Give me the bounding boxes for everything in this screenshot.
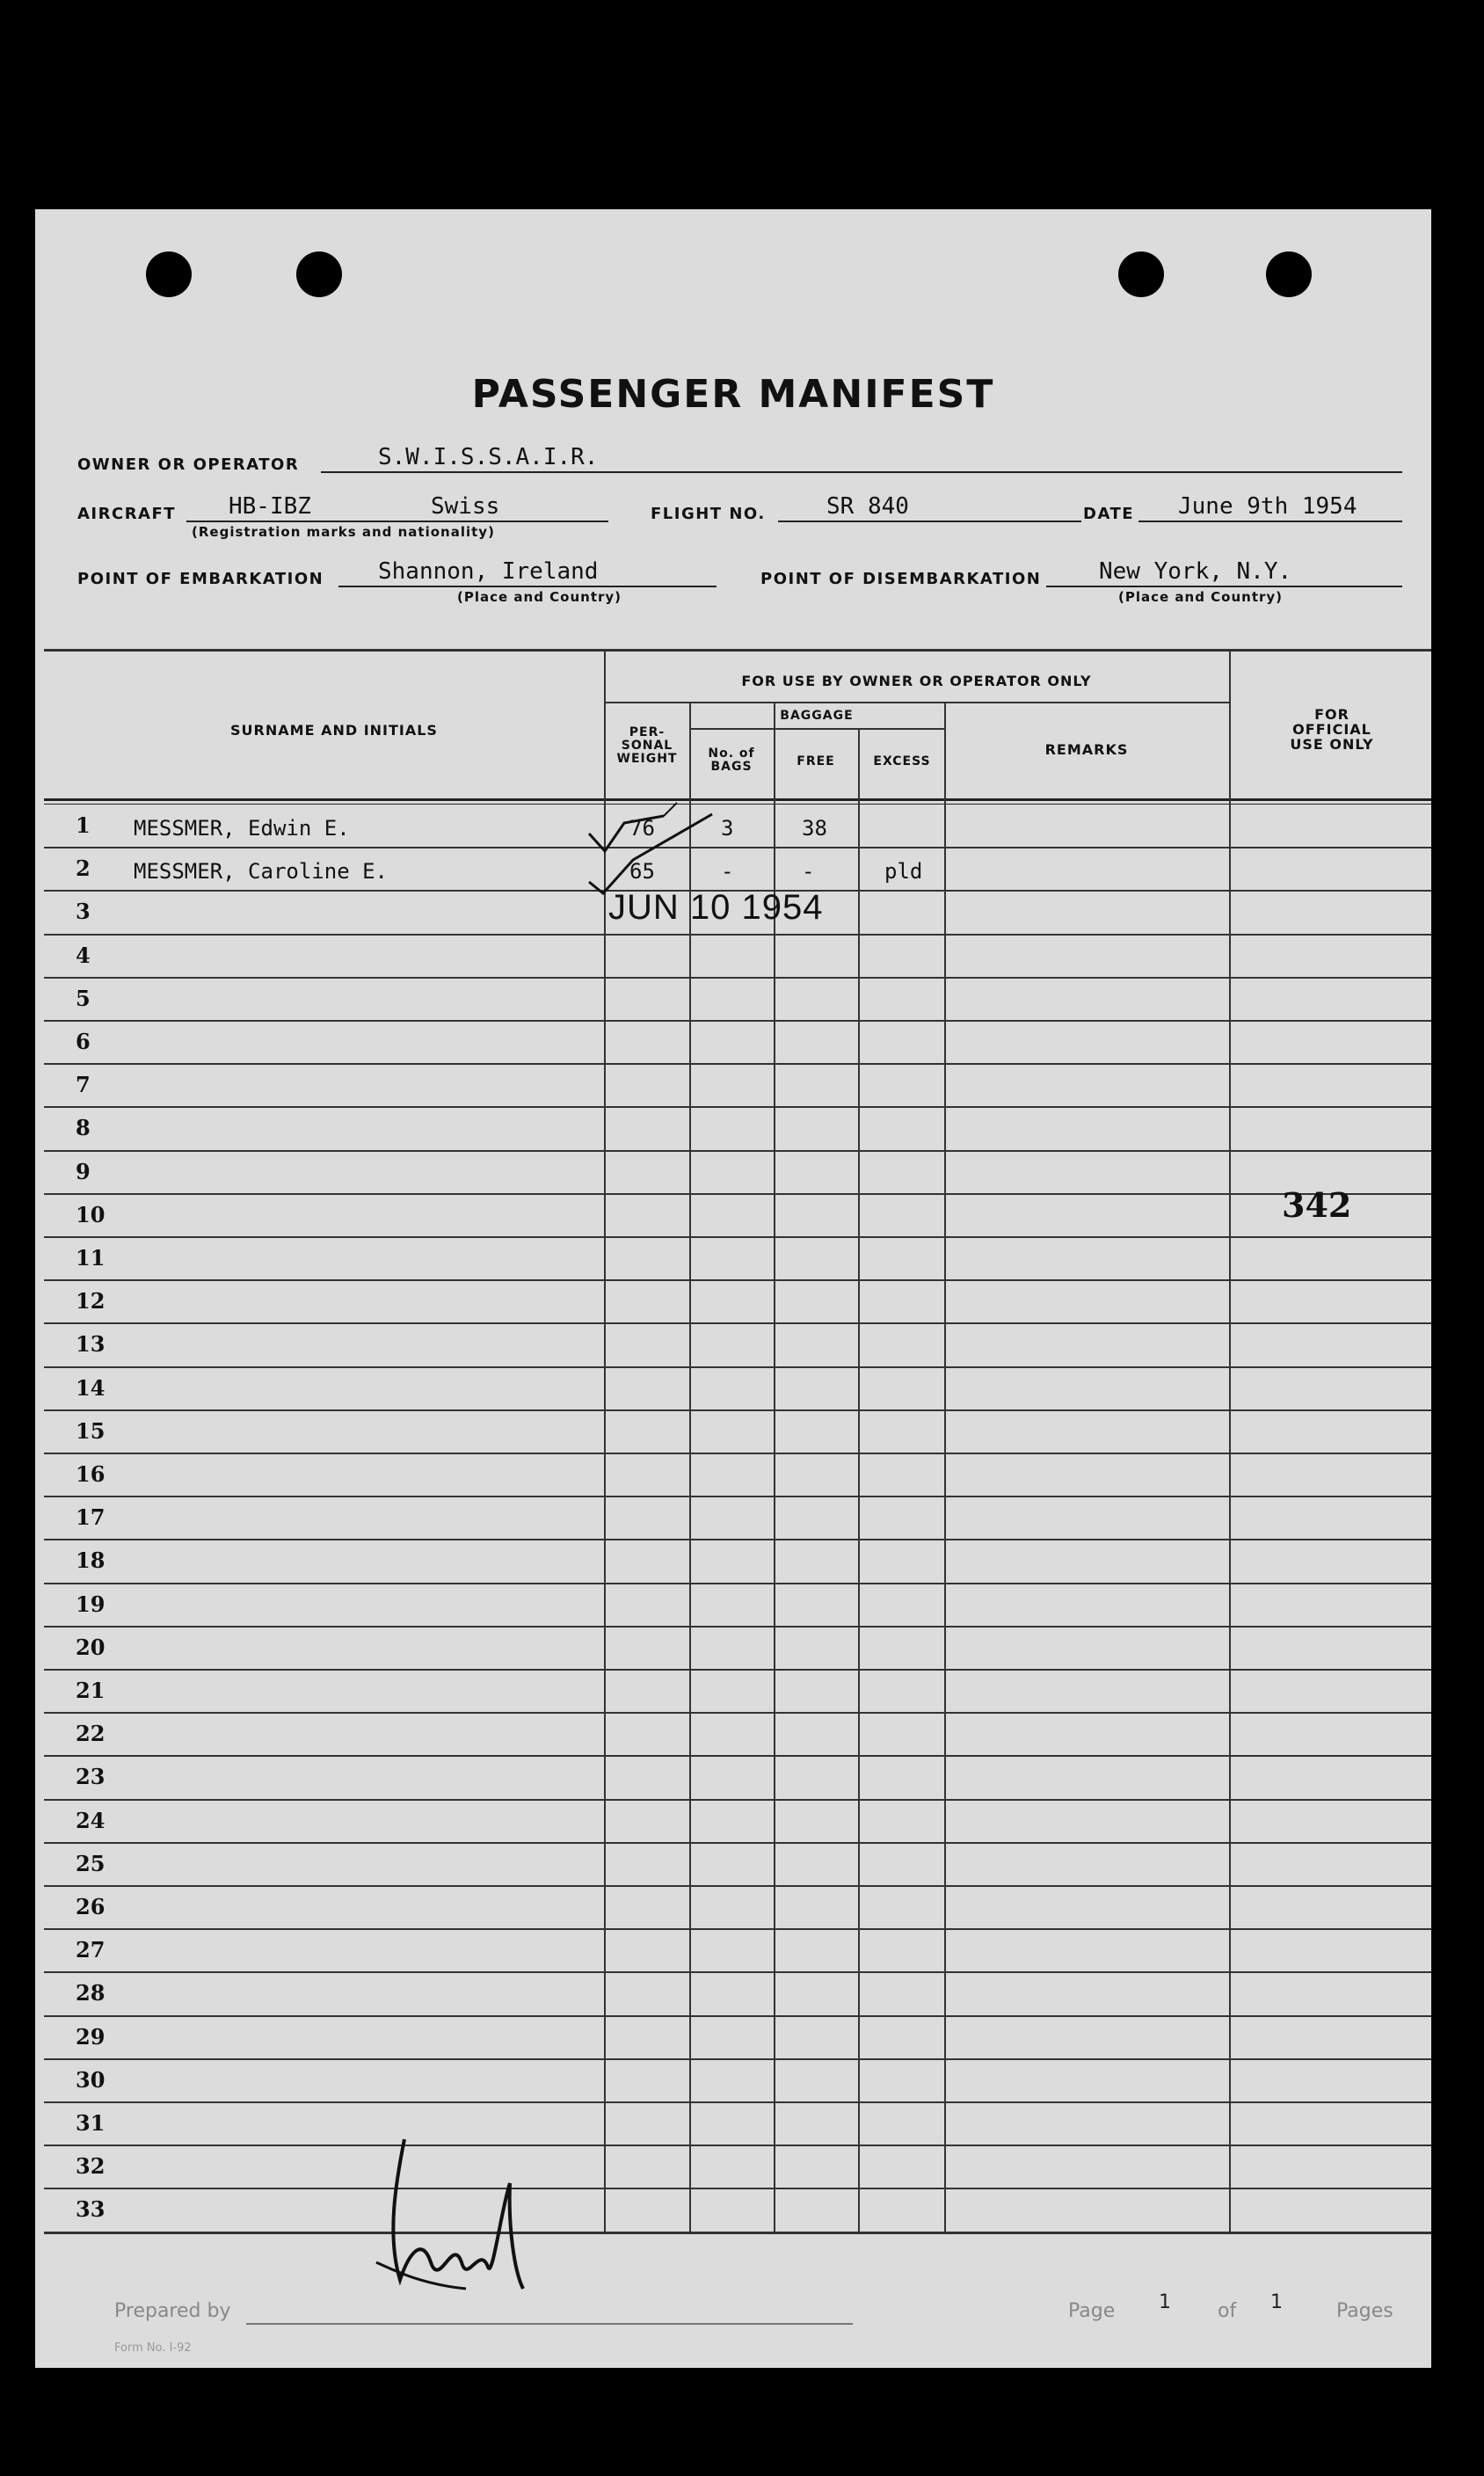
row-divider	[44, 1669, 1431, 1671]
row-number: 17	[76, 1504, 105, 1531]
row-number: 29	[76, 2023, 105, 2050]
personal-weight: 76	[629, 816, 655, 841]
owner-label: OWNER OR OPERATOR	[77, 455, 300, 474]
disembarkation-value: New York, N.Y.	[1099, 558, 1292, 585]
header-surname: SURNAME AND INITIALS	[230, 722, 438, 739]
col-divider-excess	[944, 702, 946, 2232]
received-date-stamp: JUN 10 1954	[608, 888, 824, 927]
owner-use-underline	[604, 702, 1229, 703]
prepared-by-label: Prepared by	[114, 2300, 231, 2322]
row-divider	[44, 1755, 1431, 1757]
row-divider	[44, 1236, 1431, 1238]
row-divider	[44, 1928, 1431, 1930]
disembarkation-label: POINT OF DISEMBARKATION	[760, 570, 1042, 588]
row-number: 21	[76, 1678, 105, 1703]
bag-count: 3	[721, 816, 734, 841]
passenger-name: MESSMER, Caroline E.	[134, 859, 388, 885]
row-number: 13	[76, 1331, 105, 1358]
free-baggage: -	[802, 859, 815, 885]
row-number: 26	[76, 1894, 105, 1919]
row-number: 9	[76, 1158, 91, 1184]
aircraft-label: AIRCRAFT	[77, 505, 177, 523]
prepared-by-underline	[246, 2323, 853, 2325]
header-excess: EXCESS	[873, 754, 931, 768]
excess-baggage: pld	[884, 859, 923, 885]
signature-icon	[369, 2130, 536, 2306]
row-number: 27	[76, 1937, 105, 1963]
row-number: 3	[76, 899, 91, 925]
row-number: 20	[76, 1634, 105, 1660]
page-number: 1	[1159, 2291, 1171, 2313]
row-number: 10	[76, 1201, 105, 1227]
row-divider	[44, 1885, 1431, 1887]
row-divider	[44, 2188, 1431, 2189]
punch-hole	[296, 251, 342, 297]
header-remarks: REMARKS	[1044, 741, 1129, 758]
owner-value: S.W.I.S.S.A.I.R.	[378, 444, 599, 470]
punch-hole	[1266, 251, 1312, 297]
row-number: 24	[76, 1807, 105, 1833]
disembarkation-place-caption: (Place and Country)	[1118, 589, 1284, 605]
embarkation-label: POINT OF EMBARKATION	[77, 570, 324, 588]
row-number: 28	[76, 1980, 105, 2006]
flight-underline	[778, 521, 1081, 522]
page-title: PASSENGER MANIFEST	[471, 372, 995, 417]
row-divider	[44, 1842, 1431, 1844]
official-use-number: 342	[1282, 1185, 1352, 1225]
row-divider	[44, 1626, 1431, 1628]
row-divider	[44, 1106, 1431, 1108]
of-label: of	[1218, 2300, 1237, 2322]
date-underline	[1138, 521, 1402, 522]
passenger-name: MESSMER, Edwin E.	[134, 816, 350, 841]
punch-hole	[146, 251, 192, 297]
page-total: 1	[1270, 2291, 1283, 2313]
row-divider	[44, 2232, 1431, 2233]
header-owner-use: FOR USE BY OWNER OR OPERATOR ONLY	[741, 673, 1092, 689]
row-divider	[44, 2015, 1431, 2017]
page-label: Page	[1068, 2300, 1116, 2322]
personal-weight: 65	[629, 859, 655, 885]
embarkation-place-caption: (Place and Country)	[457, 589, 622, 605]
pages-label: Pages	[1336, 2300, 1393, 2322]
row-number: 31	[76, 2110, 105, 2136]
row-number: 32	[76, 2153, 105, 2180]
row-divider	[44, 2058, 1431, 2060]
baggage-underline	[689, 728, 944, 730]
header-free: FREE	[797, 754, 835, 768]
row-divider	[44, 2101, 1431, 2103]
embarkation-value: Shannon, Ireland	[378, 558, 599, 585]
row-number: 33	[76, 2196, 105, 2223]
row-divider	[44, 1409, 1431, 1411]
registration-caption: (Registration marks and nationality)	[192, 524, 495, 540]
row-divider	[44, 1712, 1431, 1714]
row-divider	[44, 1453, 1431, 1454]
row-number: 5	[76, 985, 91, 1011]
row-divider	[44, 1539, 1431, 1540]
date-value: June 9th 1954	[1178, 493, 1357, 520]
table-top-border	[44, 649, 1431, 652]
embarkation-underline	[338, 586, 717, 587]
row-divider	[44, 977, 1431, 979]
row-number: 2	[76, 856, 91, 882]
row-divider	[44, 1279, 1431, 1281]
col-divider-free	[858, 728, 860, 2232]
row-number: 19	[76, 1591, 105, 1617]
row-number: 16	[76, 1461, 105, 1487]
row-number: 15	[76, 1417, 105, 1444]
aircraft-registration-value: HB-IBZ	[229, 493, 311, 520]
row-number: 14	[76, 1374, 105, 1401]
row-number: 6	[76, 1029, 91, 1054]
row-number: 25	[76, 1850, 105, 1876]
flight-value: SR 840	[826, 493, 909, 520]
row-divider	[44, 2145, 1431, 2146]
bag-count: -	[721, 859, 734, 885]
owner-underline	[321, 471, 1402, 473]
manifest-sheet	[35, 209, 1431, 2368]
row-number: 30	[76, 2066, 105, 2093]
row-divider	[44, 1193, 1431, 1195]
row-number: 1	[76, 812, 91, 838]
punch-hole	[1118, 251, 1164, 297]
row-divider	[44, 1020, 1431, 1022]
aircraft-underline	[186, 521, 608, 522]
col-divider-remarks	[1229, 649, 1231, 2232]
row-number: 23	[76, 1764, 105, 1790]
aircraft-nationality-value: Swiss	[431, 493, 500, 520]
row-divider	[44, 1496, 1431, 1497]
row-number: 4	[76, 942, 91, 968]
flight-label: FLIGHT NO.	[651, 505, 766, 523]
disembarkation-underline	[1046, 586, 1402, 587]
free-baggage: 38	[802, 816, 827, 841]
col-divider-weight	[689, 702, 691, 2232]
row-divider	[44, 1366, 1431, 1368]
row-number: 18	[76, 1548, 105, 1574]
row-number: 7	[76, 1072, 91, 1098]
row-divider	[44, 1583, 1431, 1584]
row-divider	[44, 1971, 1431, 1973]
row-number: 8	[76, 1115, 91, 1141]
header-official: FOR OFFICIAL USE ONLY	[1290, 706, 1374, 753]
check-mark-icon	[580, 798, 738, 895]
row-divider	[44, 1799, 1431, 1801]
form-number: Form No. I-92	[114, 2341, 192, 2355]
row-number: 11	[76, 1245, 105, 1271]
header-bags: No. of BAGS	[708, 746, 755, 774]
row-divider	[44, 1322, 1431, 1324]
row-divider	[44, 1063, 1431, 1065]
col-divider-bags	[774, 702, 775, 2232]
row-number: 22	[76, 1721, 105, 1747]
row-divider	[44, 1150, 1431, 1152]
header-weight: PER-SONAL WEIGHT	[616, 725, 678, 766]
header-baggage: BAGGAGE	[780, 709, 854, 723]
date-label: DATE	[1083, 505, 1135, 523]
row-number: 12	[76, 1288, 105, 1314]
row-divider	[44, 934, 1431, 936]
